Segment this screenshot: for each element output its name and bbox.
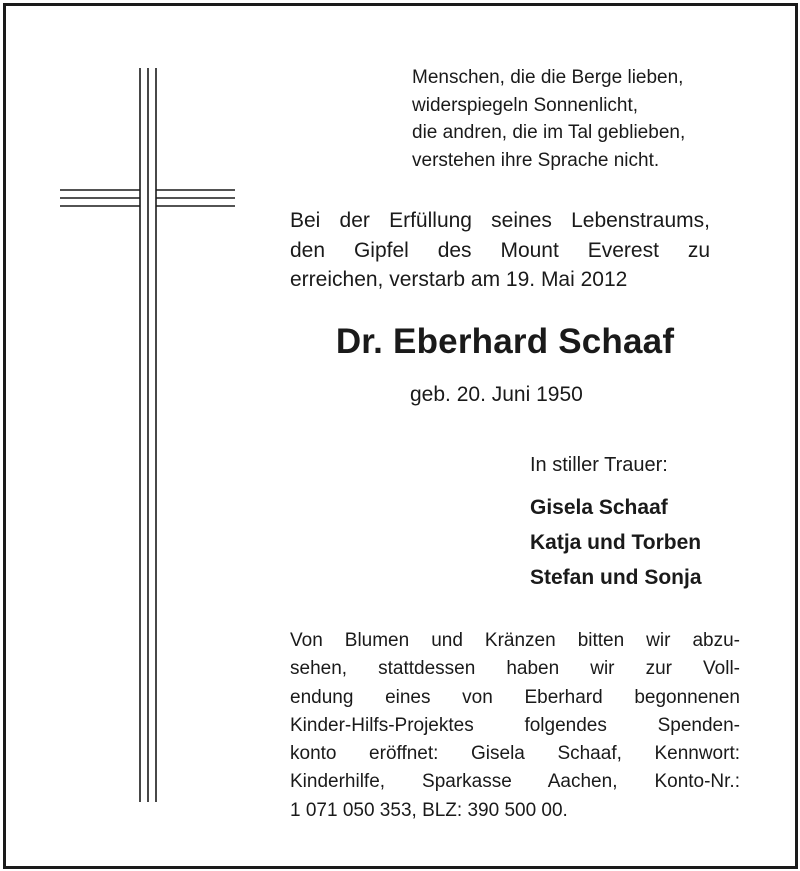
intro-text [290, 206, 710, 295]
note-line: endung eines von Eberhard begonnenen [290, 686, 740, 708]
donation-note [290, 627, 740, 825]
poem-line: Menschen, die die Berge lieben, [412, 67, 684, 88]
birth-date: geb. 20. Juni 1950 [410, 383, 583, 406]
note-line: Von Blumen und Kränzen bitten wir abzu- [290, 630, 740, 651]
poem-line: verstehen ihre Sprache nicht. [412, 149, 660, 171]
family-list [530, 490, 702, 595]
deceased-name: Dr. Eberhard Schaaf [335, 322, 675, 361]
note-line: sehen, stattdessen haben wir zur Voll- [290, 658, 740, 680]
family-member: Stefan und Sonja [530, 566, 702, 589]
poem-line: die andren, die im Tal geblieben, [412, 122, 686, 143]
note-line: konto eröffnet: Gisela Schaaf, Kennwort: [290, 743, 740, 765]
poem-line: widerspiegeln Sonnenlicht, [412, 94, 639, 116]
family-member: Gisela Schaaf [530, 496, 668, 519]
note-line: Kinder-Hilfs-Projektes folgendes Spenden- [290, 714, 740, 736]
note-line: 1 071 050 353, BLZ: 390 500 00. [290, 799, 568, 821]
intro-line: erreichen, verstarb am 19. Mai 2012 [290, 268, 628, 291]
mourning-label: In stiller Trauer: [530, 454, 668, 476]
family-member: Katja und Torben [530, 531, 702, 554]
intro-line: Bei der Erfüllung seines Lebenstraums, [290, 209, 710, 232]
intro-line: den Gipfel des Mount Everest zu [290, 238, 710, 262]
note-line: Kinderhilfe, Sparkasse Aachen, Konto-Nr.: [290, 771, 740, 793]
poem [412, 64, 685, 174]
